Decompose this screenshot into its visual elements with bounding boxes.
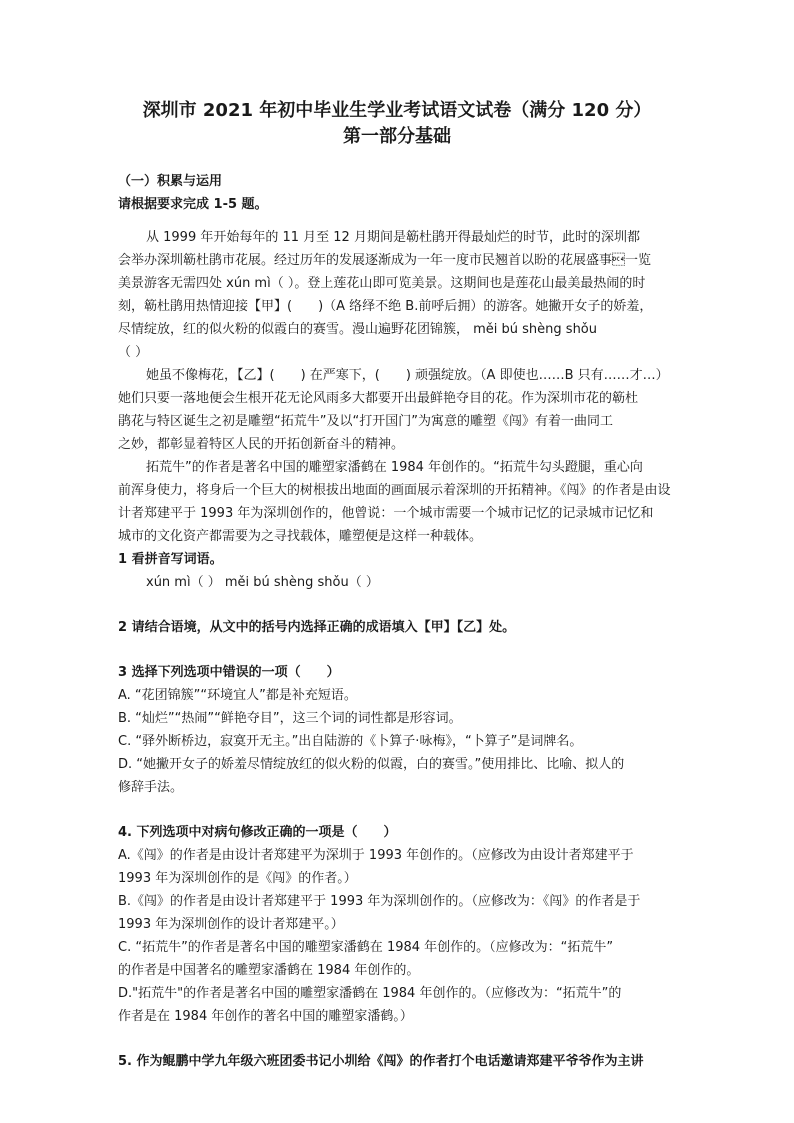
question-4-option: 作者是在 1984 年创作的著名中国的雕塑家潘鹤。） xyxy=(118,1009,413,1024)
passage-line: （ ） xyxy=(118,345,149,360)
passage-line: 拓荒牛”的作者是著名中国的雕塑家潘鹤在 1984 年创作的。“拓荒牛勾头蹬腿，重心向 xyxy=(146,460,643,475)
question-4-stem: 4. 下列选项中对病句修改正确的一项是（ ） xyxy=(118,825,397,840)
exam-title-line-2: 第一部分基础 xyxy=(343,126,451,147)
exam-title-line-1: 深圳市 2021 年初中毕业生学业考试语文试卷（满分 120 分） xyxy=(142,100,652,121)
passage-line: 之妙，都彰显着特区人民的开拓创新奋斗的精神。 xyxy=(118,437,405,452)
passage-line: 她们只要一落地便会生根开花无论风雨多大都要开出最鲜艳夺目的花。作为深圳市花的簕杜 xyxy=(118,391,639,406)
question-4-option: B.《闯》的作者是由设计者郑建平于 1993 年为深圳创作的。（应修改为：《闯》的作者是于 xyxy=(118,894,641,909)
exam-title xyxy=(0,98,794,150)
question-4-option: 1993 年为深圳创作的是《闯》的作者。） xyxy=(118,871,357,886)
section-heading: （一）积累与运用 xyxy=(118,174,223,189)
passage-line: 刻，簕杜鹃用热情迎接【甲】( )（A 络绎不绝 B.前呼后拥）的游客。她撇开女子的娇羞， xyxy=(118,299,653,314)
passage xyxy=(118,226,684,548)
question-3-option: D. “她撇开女子的娇羞尽情绽放红的似火粉的似霞，白的赛雪。”使用排比、比喻、拟人的 xyxy=(118,757,625,772)
passage-line: 尽情绽放，红的似火粉的似霞白的赛雪。漫山遍野花团锦簇， měi bú shèng shǒu xyxy=(118,322,598,337)
passage-line: 鹃花与特区诞生之初是雕塑“拓荒牛”及以“打开国门”为寓意的雕塑《闯》有着一曲同工 xyxy=(118,414,613,429)
passage-line: 美景游客无需四处 xún mì（ ）。登上莲花山即可览美景。这期间也是莲花山最美最热闹的时 xyxy=(118,276,646,291)
question-3-option: A. “花团锦簇”“环境宜人”都是补充短语。 xyxy=(118,688,357,703)
question-1-stem: 1 看拼音写词语。 xyxy=(118,552,223,567)
passage-line: 她虽不像梅花，【乙】( ) 在严寒下，( ) 顽强绽放。（A 即使也……B 只有……才…） xyxy=(146,368,669,383)
question-1-answer-line: xún mì（ ） měi bú shèng shǒu（ ） xyxy=(146,575,379,590)
section-instruction: 请根据要求完成 1-5 题。 xyxy=(118,197,268,212)
question-3-option: B. “灿烂”“热闹”“鲜艳夺目”，这三个词的词性都是形容词。 xyxy=(118,711,462,726)
passage-line: 前浑身使力，将身后一个巨大的树根拔出地面的画面展示着深圳的开拓精神。《闯》的作者是由设 xyxy=(118,483,671,498)
question-3-stem: 3 选择下列选项中错误的一项（ ） xyxy=(118,665,340,680)
question-4-option: 1993 年为深圳创作的设计者郑建平。） xyxy=(118,917,344,932)
question-4-option: 的作者是中国著名的雕塑家潘鹤在 1984 年创作的。 xyxy=(118,963,420,978)
passage-line: 从 1999 年开始每年的 11 月至 12 月期间是簕杜鹃开得最灿烂的时节，此时的深圳都 xyxy=(146,230,640,245)
question-4-option: A.《闯》的作者是由设计者郑建平为深圳于 1993 年创作的。（应修改为由设计者郑建平于 xyxy=(118,848,634,863)
question-2-stem: 2 请结合语境，从文中的括号内选择正确的成语填入【甲】【乙】处。 xyxy=(118,620,516,635)
question-3-option: 修辞手法。 xyxy=(118,780,184,795)
question-3-option: C. “驿外断桥边，寂寞开无主。”出自陆游的《卜算子·咏梅》，“卜算子”是词牌名。 xyxy=(118,734,583,749)
question-4-option: D."拓荒牛"的作者是著名中国的雕塑家潘鹤在 1984 年创作的。（应修改为：“拓荒牛”的 xyxy=(118,986,622,1001)
passage-line: 城市的文化资产都需要为之寻找载体，雕塑便是这样一种载体。 xyxy=(118,529,483,544)
question-4-option: C. “拓荒牛”的作者是著名中国的雕塑家潘鹤在 1984 年创作的。（应修改为：“拓荒牛” xyxy=(118,940,614,955)
passage-line: 会举办深圳簕杜鹃市花展。经过历年的发展逐渐成为一年一度市民翘首以盼的花展盛事一览 xyxy=(118,253,652,268)
question-5-stem: 5. 作为鲲鹏中学九年级六班团委书记小圳给《闯》的作者打个电话邀请郑建平爷爷作为主讲 xyxy=(118,1054,644,1069)
passage-line: 计者郑建平于 1993 年为深圳创作的，他曾说：一个城市需要一个城市记忆的记录城市记忆和 xyxy=(118,506,654,521)
exam-content xyxy=(118,170,684,1073)
